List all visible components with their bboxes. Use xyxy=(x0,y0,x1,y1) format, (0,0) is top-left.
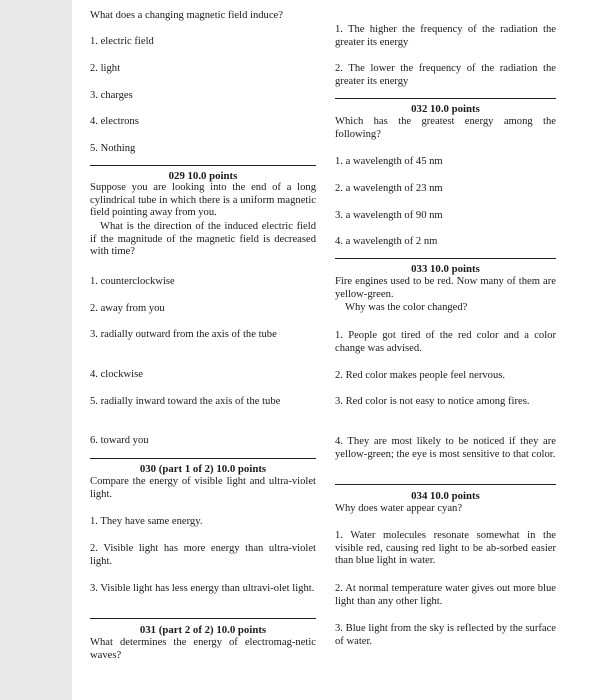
answer-option: 3. Visible light has less energy than ultravi-olet light. xyxy=(90,583,315,594)
answer-option: 2. The lower the frequency of the radiation the greater its energy xyxy=(335,63,556,87)
answer-option: 1. a wavelength of 45 nm xyxy=(335,156,443,167)
question-text: What does a changing magnetic field induce? xyxy=(90,10,283,21)
answer-option: 3. Red color is not easy to notice among fires. xyxy=(335,396,530,407)
answer-option: 3. a wavelength of 90 nm xyxy=(335,210,443,221)
question-text: What is the direction of the induced electric field if the magnitude of the magnetic field is decreased with time? xyxy=(90,221,316,258)
question-divider xyxy=(335,484,556,485)
answer-option: 1. They have same energy. xyxy=(90,516,203,527)
question-text: What determines the energy of electromag-netic waves? xyxy=(90,637,316,661)
question-header: 032 10.0 points xyxy=(411,103,480,115)
answer-option: 3. charges xyxy=(90,90,133,101)
answer-option: 4. clockwise xyxy=(90,369,143,380)
question-header: 030 (part 1 of 2) 10.0 points xyxy=(139,463,267,475)
answer-option: 1. Water molecules resonate somewhat in the visible red, causing red light to be ab-sorbed easier than blue light in water. xyxy=(335,530,556,567)
question-text: Which has the greatest energy among the following? xyxy=(335,116,556,140)
answer-option: 1. electric field xyxy=(90,36,154,47)
question-text: Why was the color changed? xyxy=(345,302,468,313)
answer-option: 1. The higher the frequency of the radiation the greater its energy xyxy=(335,24,556,48)
question-divider xyxy=(90,618,316,619)
answer-option: 1. counterclockwise xyxy=(90,276,175,287)
answer-option: 6. toward you xyxy=(90,435,149,446)
answer-option: 2. away from you xyxy=(90,303,165,314)
answer-option: 3. Blue light from the sky is reflected by the surface of water. xyxy=(335,623,556,647)
answer-option: 4. They are most likely to be noticed if they are yellow-green; the eye is most sensitive to that color. xyxy=(335,436,556,460)
question-header: 029 10.0 points xyxy=(168,170,238,182)
question-header: 031 (part 2 of 2) 10.0 points xyxy=(139,624,267,636)
answer-option: 2. Red color makes people feel nervous. xyxy=(335,370,506,381)
question-divider xyxy=(335,98,556,99)
question-text: Compare the energy of visible light and ultra-violet light. xyxy=(90,476,316,500)
answer-option: 5. radially inward toward the axis of the tube xyxy=(90,396,281,407)
answer-option: 2. light xyxy=(90,63,121,74)
question-text: Why does water appear cyan? xyxy=(335,503,463,514)
answer-option: 4. a wavelength of 2 nm xyxy=(335,236,438,247)
answer-option: 2. At normal temperature water gives out more blue light than any other light. xyxy=(335,583,556,607)
question-text: Suppose you are looking into the end of a long cylindrical tube in which there is a uniform magnetic field pointing away from you. xyxy=(90,182,316,219)
question-text: Fire engines used to be red. Now many of them are yellow-green. xyxy=(335,276,556,300)
question-header: 033 10.0 points xyxy=(411,263,480,275)
question-header: 034 10.0 points xyxy=(411,490,480,502)
answer-option: 3. radially outward from the axis of the tube xyxy=(90,329,277,340)
answer-option: 2. Visible light has more energy than ultra-violet light. xyxy=(90,543,316,567)
answer-option: 1. People got tired of the red color and a color change was advised. xyxy=(335,330,556,354)
question-divider xyxy=(90,165,316,166)
question-divider xyxy=(90,458,316,459)
answer-option: 2. a wavelength of 23 nm xyxy=(335,183,443,194)
answer-option: 4. electrons xyxy=(90,116,139,127)
question-divider xyxy=(335,258,556,259)
answer-option: 5. Nothing xyxy=(90,143,136,154)
document-page xyxy=(72,0,601,700)
